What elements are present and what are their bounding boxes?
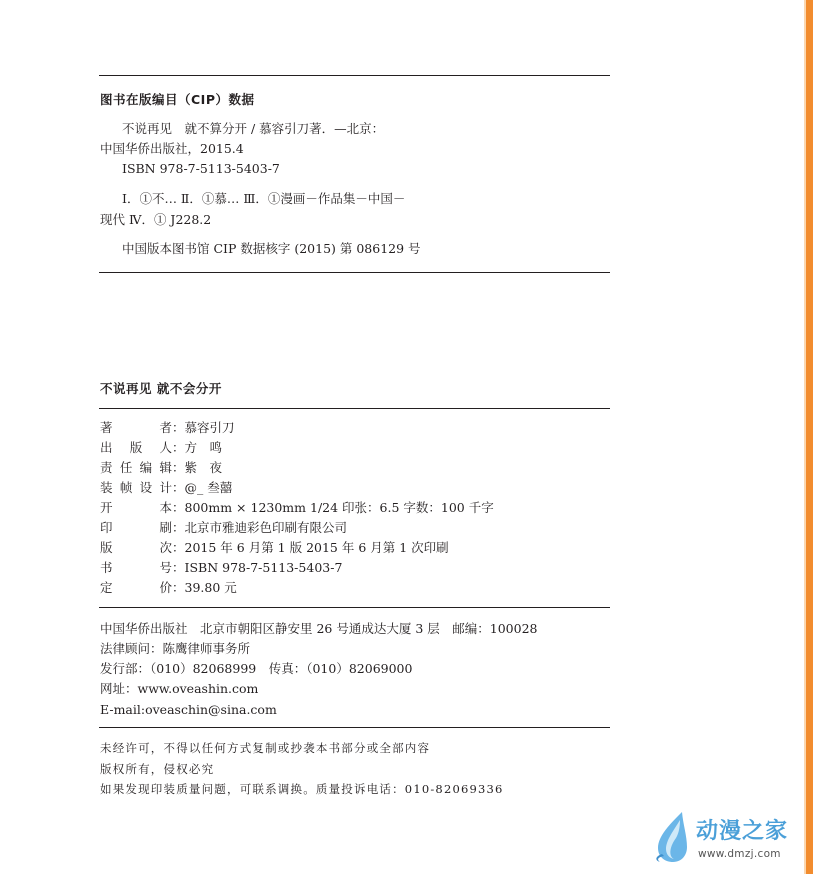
imprint-row-author bbox=[100, 420, 235, 436]
imprint-label: 责任编辑 bbox=[100, 460, 172, 475]
imprint-value: @_ 叁囍 bbox=[184, 480, 233, 495]
dmzj-watermark bbox=[652, 808, 802, 868]
imprint-value: 39.80 元 bbox=[184, 580, 237, 595]
imprint-value: 800mm × 1230mm 1/24 印张：6.5 字数：100 千字 bbox=[184, 500, 494, 515]
imprint-value: 方 鸣 bbox=[184, 440, 223, 455]
imprint-row-edition bbox=[100, 540, 449, 556]
cip-top-rule bbox=[99, 75, 610, 76]
imprint-label: 书 号 bbox=[100, 560, 172, 575]
imprint-label: 印 刷 bbox=[100, 520, 172, 535]
imprint-row-printer bbox=[100, 520, 347, 536]
imprint-label: 出 版 人 bbox=[100, 440, 172, 455]
cip-line-3: ISBN 978-7-5113-5403-7 bbox=[122, 161, 280, 176]
imprint-value: 慕容引刀 bbox=[184, 420, 235, 435]
cip-bottom-rule bbox=[99, 272, 610, 273]
notice-line-3: 如果发现印装质量问题，可联系调换。质量投诉电话：010-82069336 bbox=[100, 782, 504, 796]
imprint-row-format bbox=[100, 500, 494, 516]
cip-heading: 图书在版编目（CIP）数据 bbox=[100, 92, 255, 107]
imprint-colon: ： bbox=[172, 440, 185, 455]
website: 网址：www.oveashin.com bbox=[100, 681, 259, 696]
book-title: 不说再见 就不会分开 bbox=[100, 381, 222, 396]
cip-line-6: 中国版本图书馆 CIP 数据核字 (2015) 第 086129 号 bbox=[122, 241, 421, 256]
publisher-address: 中国华侨出版社 北京市朝阳区静安里 26 号通成达大厦 3 层 邮编：100028 bbox=[100, 621, 538, 636]
cip-line-1: 不说再见 就不算分开 / 慕容引刀著．—北京： bbox=[122, 121, 385, 136]
imprint-colon: ： bbox=[172, 540, 185, 555]
imprint-value: ISBN 978-7-5113-5403-7 bbox=[184, 560, 343, 575]
sales-phone: 发行部：（010）82068999 传真：（010）82069000 bbox=[100, 661, 413, 676]
cip-line-2: 中国华侨出版社，2015.4 bbox=[100, 141, 244, 156]
imprint-row-price bbox=[100, 580, 237, 596]
legal-counsel: 法律顾问：陈鹰律师事务所 bbox=[100, 641, 251, 656]
imprint-label: 装帧设计 bbox=[100, 480, 172, 495]
page-edge-bar bbox=[806, 0, 813, 874]
imprint-row-editor bbox=[100, 460, 222, 476]
imprint-row-publisher bbox=[100, 440, 222, 456]
notice-line-1: 未经许可，不得以任何方式复制或抄袭本书部分或全部内容 bbox=[100, 741, 431, 755]
watermark-url: www.dmzj.com bbox=[698, 848, 781, 860]
imprint-colon: ： bbox=[172, 480, 185, 495]
imprint-colon: ： bbox=[172, 500, 185, 515]
title-rule bbox=[99, 408, 610, 409]
imprint-colon: ： bbox=[172, 580, 185, 595]
cip-line-4: Ⅰ．①不… Ⅱ．①慕… Ⅲ．①漫画－作品集－中国－ bbox=[122, 191, 406, 206]
imprint-label: 定 价 bbox=[100, 580, 172, 595]
imprint-row-design bbox=[100, 480, 232, 496]
imprint-colon: ： bbox=[172, 520, 185, 535]
imprint-colon: ： bbox=[172, 460, 185, 475]
imprint-label: 版 次 bbox=[100, 540, 172, 555]
imprint-label: 著 者 bbox=[100, 420, 172, 435]
droplet-logo-icon bbox=[652, 810, 692, 864]
imprint-value: 2015 年 6 月第 1 版 2015 年 6 月第 1 次印刷 bbox=[184, 540, 449, 555]
watermark-title: 动漫之家 bbox=[696, 819, 789, 844]
imprint-colon: ： bbox=[172, 420, 185, 435]
publisher-rule bbox=[99, 727, 610, 728]
notice-line-2: 版权所有，侵权必究 bbox=[100, 762, 215, 776]
imprint-rule bbox=[99, 607, 610, 608]
cip-line-5: 现代 Ⅳ．① J228.2 bbox=[100, 212, 212, 227]
imprint-colon: ： bbox=[172, 560, 185, 575]
imprint-row-isbn bbox=[100, 560, 342, 576]
imprint-label: 开 本 bbox=[100, 500, 172, 515]
imprint-value: 紫 夜 bbox=[184, 460, 223, 475]
email: E-mail:oveaschin@sina.com bbox=[100, 702, 277, 717]
imprint-value: 北京市雅迪彩色印刷有限公司 bbox=[184, 520, 348, 535]
